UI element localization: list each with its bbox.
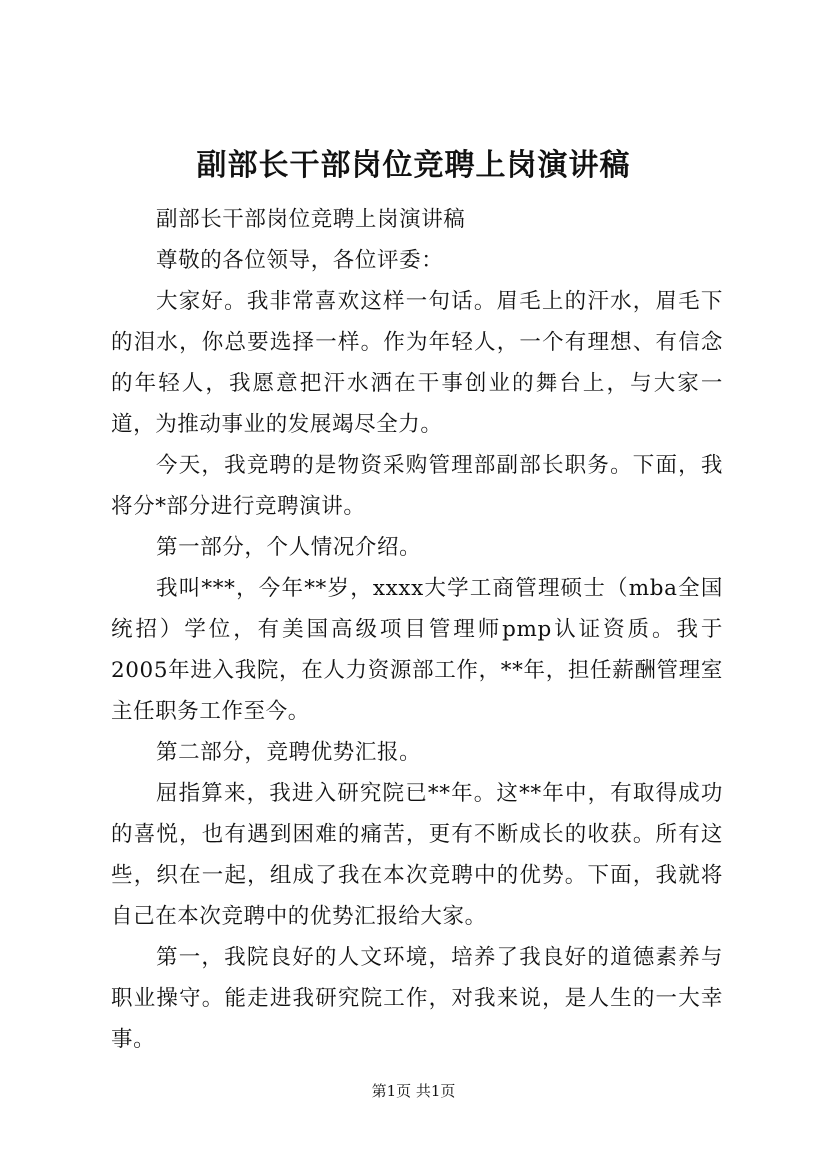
paragraph-heading: 副部长干部岗位竞聘上岗演讲稿 [156,207,466,232]
paragraph-first-point: 第一，我院良好的人文环境，培养了我良好的道德素养与职业操守。能走进我研究院工作，对我来说，是人生的一大幸事。 [111,945,723,1052]
document-title: 副部长干部岗位竞聘上岗演讲稿 [196,148,631,183]
paragraph-greeting: 大家好。我非常喜欢这样一句话。眉毛上的汗水，眉毛下的泪水，你总要选择一样。作为年轻人，一个有理想、有信念的年轻人，我愿意把汗水洒在干事创业的舞台上，与大家一道，为推动事业的发展竭尽全力。 [111,289,723,437]
paragraph-section-one: 第一部分，个人情况介绍。 [156,535,422,560]
paragraph-position: 今天，我竞聘的是物资采购管理部副部长职务。下面，我将分*部分进行竞聘演讲。 [111,453,723,519]
document-body [111,199,723,1060]
paragraph-salutation: 尊敬的各位领导，各位评委： [156,248,444,273]
paragraph-advantages: 屈指算来，我进入研究院已**年。这**年中，有取得成功的喜悦，也有遇到困难的痛苦，更有不断成长的收获。所有这些，织在一起，组成了我在本次竞聘中的优势。下面，我就将自己在本次竞聘中的优势汇报给大家。 [111,781,723,929]
paragraph-introduction: 我叫***，今年**岁，xxxx大学工商管理硕士（mba全国统招）学位，有美国高级项目管理师pmp认证资质。我于2005年进入我院，在人力资源部工作，**年，担任薪酬管理室主任职务工作至今。 [111,576,723,724]
paragraph-section-two: 第二部分，竞聘优势汇报。 [156,740,422,765]
page-number: 第1页 共1页 [371,1082,456,1100]
